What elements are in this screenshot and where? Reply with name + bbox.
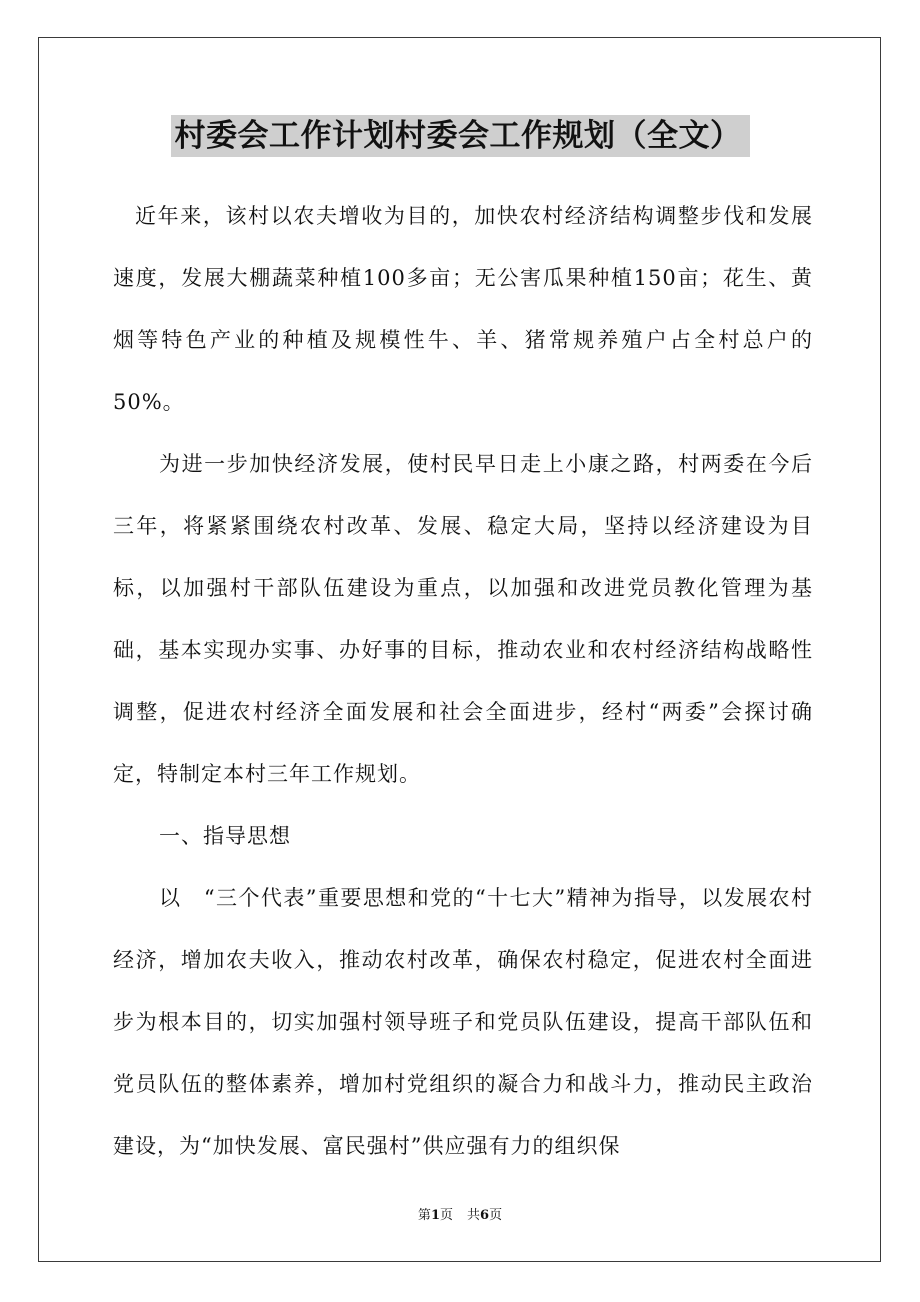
page-number-suffix: 页 [439,1208,453,1223]
page-total-count: 6 [480,1208,490,1223]
paragraph-intro: 近年来，该村以农夫增收为目的，加快农村经济结构调整步伐和发展速度，发展大棚蔬菜种植100多亩；无公害瓜果种植150亩；花生、黄烟等特色产业的种植及规模性牛、羊、猪常规养殖户占全村总户的50%。 [113,204,813,414]
section-heading-guiding-ideology: 一、指导思想 [159,824,291,848]
page-number-current: 1 [430,1208,440,1223]
document-title: 村委会工作计划村委会工作规划（全文） [171,115,750,157]
page-total-prefix: 共 [467,1208,481,1223]
page-total-suffix: 页 [489,1208,503,1223]
title-container [0,115,920,157]
page-number-prefix: 第 [417,1208,431,1223]
page-footer [0,1208,920,1224]
document-body [113,185,813,1177]
paragraph-plan-purpose: 为进一步加快经济发展，使村民早日走上小康之路，村两委在今后三年，将紧紧围绕农村改革、发展、稳定大局，坚持以经济建设为目标，以加强村干部队伍建设为重点，以加强和改进党员教化管理为基础，基本实现办实事、办好事的目标，推动农业和农村经济结构战略性调整，促进农村经济全面发展和社会全面进步，经村“两委”会探讨确定，特制定本村三年工作规划。 [113,452,813,786]
paragraph-guiding-ideology: 以 “三个代表”重要思想和党的“十七大”精神为指导，以发展农村经济，增加农夫收入，推动农村改革，确保农村稳定，促进农村全面进步为根本目的，切实加强村领导班子和党员队伍建设，提高干部队伍和党员队伍的整体素养，增加村党组织的凝合力和战斗力，推动民主政治建设，为“加快发展、富民强村”供应强有力的组织保 [113,886,813,1158]
